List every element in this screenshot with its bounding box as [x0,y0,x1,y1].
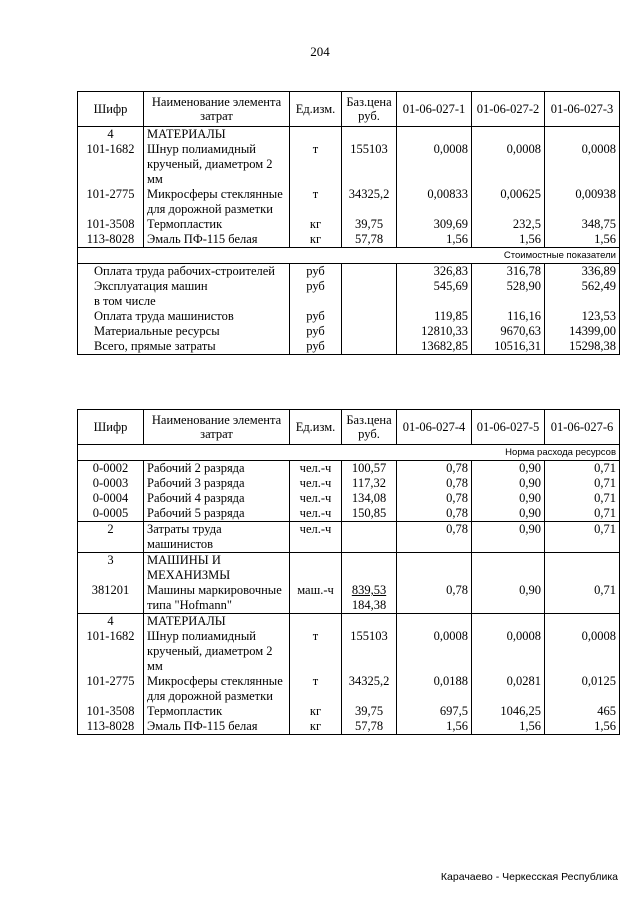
cell-value-1: 0,78 [397,506,472,522]
cell-name: Эмаль ПФ-115 белая [144,232,290,248]
cell-name: Рабочий 2 разряда [144,461,290,477]
cell-code: 101-2775 [78,187,144,217]
cell-name: Термопластик [144,704,290,719]
summary-unit: руб [290,264,342,280]
summary-name: Оплата труда машинистов [78,309,290,324]
cell-price [342,583,397,614]
summary-value-1: 12810,33 [397,324,472,339]
cell-value-2: 1,56 [472,232,545,248]
summary-name: Эксплуатация машин [78,279,290,294]
summary-row [78,339,620,355]
cell-name: Рабочий 3 разряда [144,476,290,491]
empty-cell [342,294,397,309]
cell-price: 57,78 [342,719,397,735]
summary-value-1: 119,85 [397,309,472,324]
cell-value-1: 0,78 [397,491,472,506]
cell-price: 134,08 [342,491,397,506]
table-row [78,491,620,506]
empty-cell [342,339,397,355]
summary-unit: руб [290,324,342,339]
cell-name: Рабочий 5 разряда [144,506,290,522]
cell-code: 0-0005 [78,506,144,522]
empty-cell [342,324,397,339]
section-code: 4 [78,127,144,143]
cell-value-3: 465 [545,704,620,719]
empty-cell [290,127,342,143]
cell-unit: чел.-ч [290,522,342,553]
summary-name: Материальные ресурсы [78,324,290,339]
cell-value-3: 0,0008 [545,142,620,187]
cell-code: 0-0002 [78,461,144,477]
price-top: 839,53 [351,583,387,597]
cell-value-2: 0,00625 [472,187,545,217]
table-row [78,476,620,491]
cell-unit: чел.-ч [290,506,342,522]
cell-price: 117,32 [342,476,397,491]
cell-value-3: 0,71 [545,461,620,477]
summary-value-3: 14399,00 [545,324,620,339]
summary-value-3: 123,53 [545,309,620,324]
header-col-1: 01-06-027-4 [397,410,472,445]
table-row [78,674,620,704]
summary-value-2: 10516,31 [472,339,545,355]
summary-row [78,324,620,339]
header-price: Баз.цена руб. [342,410,397,445]
section-name: МАТЕРИАЛЫ [144,614,290,630]
caption-row [78,248,620,264]
cell-value-3: 0,0125 [545,674,620,704]
summary-value-3: 562,49 [545,279,620,294]
header-col-3: 01-06-027-3 [545,92,620,127]
cell-name: Микросферы стеклянные для дорожной разметки [144,674,290,704]
cell-code: 101-3508 [78,704,144,719]
cell-unit: т [290,629,342,674]
header-code: Шифр [78,92,144,127]
summary-value-1: 326,83 [397,264,472,280]
cell-value-3: 0,71 [545,583,620,614]
summary-unit: руб [290,279,342,294]
empty-cell [472,127,545,143]
summary-unit: руб [290,339,342,355]
table-row [78,232,620,248]
cell-price: 100,57 [342,461,397,477]
header-col-3: 01-06-027-6 [545,410,620,445]
empty-cell [397,127,472,143]
header-col-2: 01-06-027-5 [472,410,545,445]
cell-unit: т [290,674,342,704]
cell-unit: т [290,142,342,187]
header-unit: Ед.изм. [290,410,342,445]
cell-code: 101-2775 [78,674,144,704]
cell-value-2: 0,0008 [472,142,545,187]
empty-cell [545,127,620,143]
summary-value-3: 336,89 [545,264,620,280]
table-row [78,522,620,553]
summary-unit [290,294,342,309]
cell-value-3: 1,56 [545,232,620,248]
cell-name: Шнур полиамидный крученый, диаметром 2 мм [144,142,290,187]
empty-cell [472,614,545,630]
cell-name: Эмаль ПФ-115 белая [144,719,290,735]
cell-value-3: 0,71 [545,522,620,553]
cell-price: 150,85 [342,506,397,522]
cell-value-2: 0,0008 [472,629,545,674]
empty-cell [472,553,545,584]
cell-value-1: 0,0008 [397,142,472,187]
summary-value-2: 528,90 [472,279,545,294]
summary-value-1: 13682,85 [397,339,472,355]
summary-unit: руб [290,309,342,324]
summary-name: Всего, прямые затраты [78,339,290,355]
empty-cell [342,553,397,584]
cell-value-1: 1,56 [397,719,472,735]
table-row [78,719,620,735]
table-header-row [78,410,620,445]
summary-row [78,309,620,324]
cell-value-2: 0,90 [472,476,545,491]
cell-value-3: 348,75 [545,217,620,232]
summary-row [78,264,620,280]
summary-row [78,294,620,309]
section-code: 3 [78,553,144,584]
summary-row [78,279,620,294]
header-col-1: 01-06-027-1 [397,92,472,127]
section-row [78,614,620,630]
cell-price: 34325,2 [342,187,397,217]
empty-cell [290,614,342,630]
table-row [78,629,620,674]
cell-value-1: 0,78 [397,476,472,491]
section-name: МАШИНЫ И МЕХАНИЗМЫ [144,553,290,584]
empty-cell [290,553,342,584]
table-row [78,506,620,522]
cell-code: 113-8028 [78,232,144,248]
summary-value-1 [397,294,472,309]
empty-cell [342,279,397,294]
table-row [78,217,620,232]
empty-cell [397,614,472,630]
header-name: Наименование элемента затрат [144,92,290,127]
cell-code: 101-1682 [78,629,144,674]
cell-unit: маш.-ч [290,583,342,614]
empty-cell [545,553,620,584]
empty-cell [397,553,472,584]
cell-unit: чел.-ч [290,476,342,491]
cell-value-2: 1046,25 [472,704,545,719]
cell-unit: т [290,187,342,217]
cell-value-2: 0,90 [472,461,545,477]
cell-value-2: 0,0281 [472,674,545,704]
cell-code: 2 [78,522,144,553]
cell-value-1: 309,69 [397,217,472,232]
cell-unit: кг [290,217,342,232]
cell-unit: чел.-ч [290,491,342,506]
cell-unit: кг [290,719,342,735]
resource-table-2 [77,409,620,735]
section-code: 4 [78,614,144,630]
cell-value-1: 0,78 [397,522,472,553]
table-row [78,704,620,719]
table-row [78,187,620,217]
cell-value-3: 0,00938 [545,187,620,217]
cell-value-2: 0,90 [472,522,545,553]
empty-cell [342,614,397,630]
cell-value-2: 0,90 [472,491,545,506]
empty-cell [342,309,397,324]
cell-unit: чел.-ч [290,461,342,477]
cell-price: 155103 [342,629,397,674]
cell-value-1: 0,78 [397,583,472,614]
cell-value-2: 1,56 [472,719,545,735]
summary-value-3 [545,294,620,309]
cell-value-1: 0,0008 [397,629,472,674]
summary-value-3: 15298,38 [545,339,620,355]
header-name: Наименование элемента затрат [144,410,290,445]
empty-cell [342,127,397,143]
cell-code: 101-1682 [78,142,144,187]
resource-table-1 [77,91,620,355]
cell-price: 34325,2 [342,674,397,704]
section-row [78,553,620,584]
empty-cell [545,614,620,630]
cell-value-3: 0,0008 [545,629,620,674]
cell-name: Затраты труда машинистов [144,522,290,553]
cell-value-1: 0,78 [397,461,472,477]
summary-name: Оплата труда рабочих-строителей [78,264,290,280]
cell-price [342,522,397,553]
table-row [78,142,620,187]
caption-row [78,445,620,461]
section-name: МАТЕРИАЛЫ [144,127,290,143]
cell-code: 0-0003 [78,476,144,491]
cell-value-3: 0,71 [545,491,620,506]
empty-cell [342,264,397,280]
cell-value-2: 0,90 [472,506,545,522]
cell-value-2: 232,5 [472,217,545,232]
caption-label: Стоимостные показатели [78,248,620,264]
table-header-row [78,92,620,127]
header-code: Шифр [78,410,144,445]
cell-value-1: 0,0188 [397,674,472,704]
cell-price: 57,78 [342,232,397,248]
cell-name: Шнур полиамидный крученый, диаметром 2 мм [144,629,290,674]
cell-name: Машины маркировочные типа "Hofmann" [144,583,290,614]
cell-value-1: 1,56 [397,232,472,248]
header-price: Баз.цена руб. [342,92,397,127]
cell-unit: кг [290,232,342,248]
table-row [78,583,620,614]
cell-price: 39,75 [342,217,397,232]
cell-name: Термопластик [144,217,290,232]
summary-value-2: 9670,63 [472,324,545,339]
header-unit: Ед.изм. [290,92,342,127]
header-col-2: 01-06-027-2 [472,92,545,127]
footer-region: Карачаево - Черкесская Республика [440,871,618,883]
cell-value-1: 0,00833 [397,187,472,217]
cell-code: 0-0004 [78,491,144,506]
summary-name: в том числе [78,294,290,309]
summary-value-2: 316,78 [472,264,545,280]
cell-price: 155103 [342,142,397,187]
cell-value-2: 0,90 [472,583,545,614]
caption-label: Норма расхода ресурсов [78,445,620,461]
page-number: 204 [310,44,330,59]
cell-unit: кг [290,704,342,719]
table-row [78,461,620,477]
cell-name: Микросферы стеклянные для дорожной разметки [144,187,290,217]
summary-value-2: 116,16 [472,309,545,324]
cell-code: 381201 [78,583,144,614]
price-bottom: 184,38 [351,598,387,612]
cell-name: Рабочий 4 разряда [144,491,290,506]
summary-value-2 [472,294,545,309]
cell-code: 113-8028 [78,719,144,735]
cell-code: 101-3508 [78,217,144,232]
cell-value-3: 0,71 [545,476,620,491]
cell-value-3: 0,71 [545,506,620,522]
cell-value-3: 1,56 [545,719,620,735]
summary-value-1: 545,69 [397,279,472,294]
cell-price: 39,75 [342,704,397,719]
cell-value-1: 697,5 [397,704,472,719]
section-row [78,127,620,143]
